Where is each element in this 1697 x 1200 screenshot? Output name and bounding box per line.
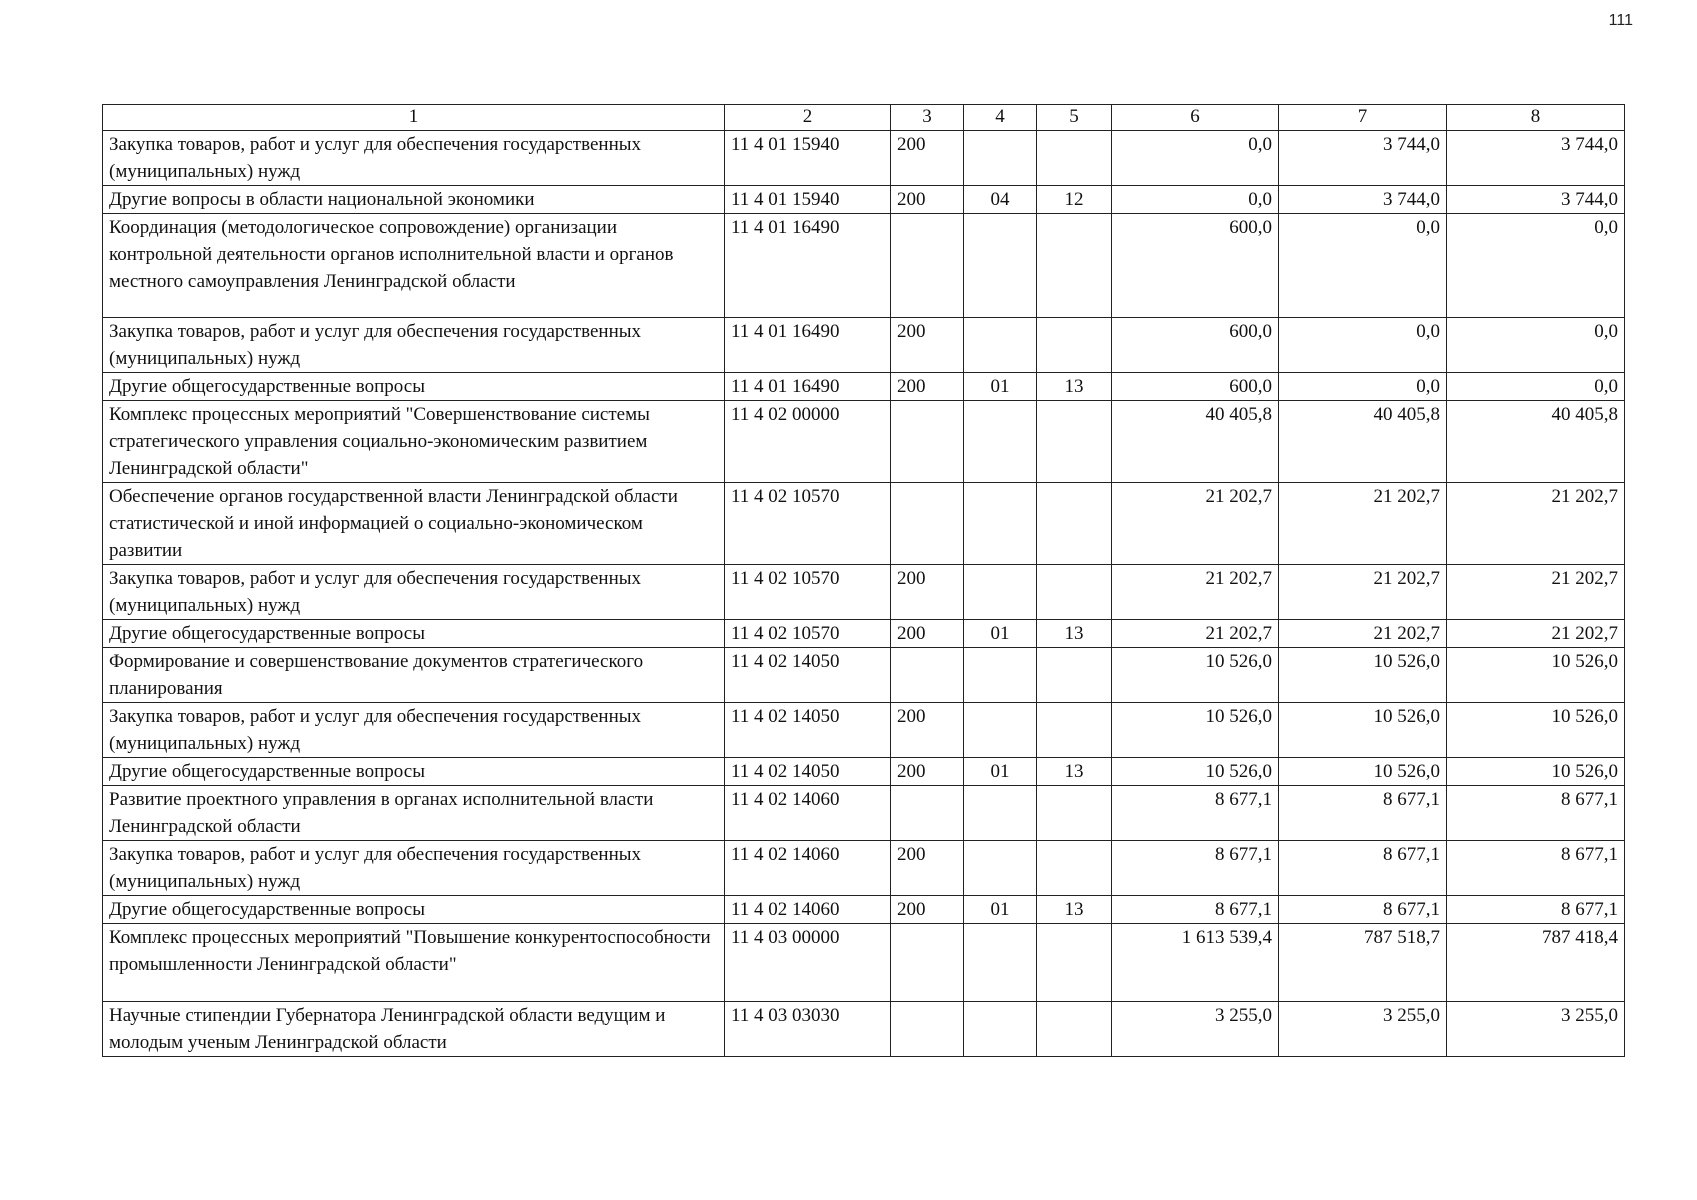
amount-col8-cell: 0,0	[1447, 318, 1625, 373]
amount-col8-cell: 3 744,0	[1447, 131, 1625, 186]
column-header-8: 8	[1447, 105, 1625, 131]
budget-code-cell: 11 4 02 14060	[725, 786, 891, 841]
column-header-2: 2	[725, 105, 891, 131]
amount-col6-cell: 600,0	[1112, 318, 1279, 373]
amount-col8-cell: 40 405,8	[1447, 401, 1625, 483]
column-header-6: 6	[1112, 105, 1279, 131]
column-header-4: 4	[964, 105, 1037, 131]
table-row	[103, 483, 1625, 565]
section-cell	[964, 131, 1037, 186]
amount-col6-cell: 40 405,8	[1112, 401, 1279, 483]
expense-type-cell: 200	[891, 318, 964, 373]
amount-col7-cell: 21 202,7	[1279, 565, 1447, 620]
expense-type-cell: 200	[891, 186, 964, 214]
expense-type-cell: 200	[891, 841, 964, 896]
amount-col6-cell: 0,0	[1112, 131, 1279, 186]
table-row	[103, 620, 1625, 648]
amount-col7-cell: 21 202,7	[1279, 620, 1447, 648]
section-cell	[964, 214, 1037, 318]
budget-code-cell: 11 4 03 00000	[725, 924, 891, 1002]
row-name-cell: Другие общегосударственные вопросы	[103, 758, 725, 786]
expense-type-cell	[891, 924, 964, 1002]
expense-type-cell	[891, 483, 964, 565]
subsection-cell	[1037, 786, 1112, 841]
expense-type-cell: 200	[891, 896, 964, 924]
subsection-cell: 13	[1037, 373, 1112, 401]
subsection-cell	[1037, 648, 1112, 703]
subsection-cell: 13	[1037, 758, 1112, 786]
budget-code-cell: 11 4 02 14050	[725, 703, 891, 758]
budget-code-cell: 11 4 02 10570	[725, 620, 891, 648]
subsection-cell	[1037, 1002, 1112, 1057]
amount-col6-cell: 21 202,7	[1112, 565, 1279, 620]
subsection-cell	[1037, 318, 1112, 373]
table-row	[103, 786, 1625, 841]
amount-col8-cell: 8 677,1	[1447, 786, 1625, 841]
amount-col7-cell: 0,0	[1279, 318, 1447, 373]
amount-col7-cell: 8 677,1	[1279, 841, 1447, 896]
amount-col8-cell: 10 526,0	[1447, 703, 1625, 758]
table-row	[103, 214, 1625, 318]
section-cell: 01	[964, 896, 1037, 924]
budget-code-cell: 11 4 02 14060	[725, 841, 891, 896]
section-cell	[964, 1002, 1037, 1057]
section-cell	[964, 401, 1037, 483]
table-row	[103, 703, 1625, 758]
amount-col6-cell: 21 202,7	[1112, 620, 1279, 648]
amount-col6-cell: 600,0	[1112, 373, 1279, 401]
amount-col8-cell: 0,0	[1447, 373, 1625, 401]
expense-type-cell	[891, 1002, 964, 1057]
section-cell	[964, 703, 1037, 758]
section-cell	[964, 841, 1037, 896]
column-number-header-row	[103, 105, 1625, 131]
section-cell	[964, 318, 1037, 373]
table-row	[103, 648, 1625, 703]
amount-col8-cell: 3 255,0	[1447, 1002, 1625, 1057]
row-name-cell: Координация (методологическое сопровождение) организации контрольной деятельности органов исполнительной власти и органов местного самоуправления Ленинградской области	[103, 214, 725, 318]
budget-code-cell: 11 4 03 03030	[725, 1002, 891, 1057]
subsection-cell	[1037, 214, 1112, 318]
table-row	[103, 318, 1625, 373]
amount-col7-cell: 3 744,0	[1279, 186, 1447, 214]
subsection-cell	[1037, 924, 1112, 1002]
amount-col8-cell: 10 526,0	[1447, 758, 1625, 786]
row-name-cell: Комплекс процессных мероприятий "Повышение конкурентоспособности промышленности Ленинградской области"	[103, 924, 725, 1002]
section-cell	[964, 648, 1037, 703]
amount-col8-cell: 3 744,0	[1447, 186, 1625, 214]
subsection-cell	[1037, 483, 1112, 565]
table-row	[103, 401, 1625, 483]
row-name-cell: Обеспечение органов государственной власти Ленинградской области статистической и иной информацией о социально-экономическом развитии	[103, 483, 725, 565]
table-row	[103, 373, 1625, 401]
amount-col8-cell: 787 418,4	[1447, 924, 1625, 1002]
row-name-cell: Комплекс процессных мероприятий "Совершенствование системы стратегического управления социально-экономическим развитием Ленинградской области"	[103, 401, 725, 483]
expense-type-cell: 200	[891, 620, 964, 648]
expense-type-cell: 200	[891, 131, 964, 186]
amount-col7-cell: 21 202,7	[1279, 483, 1447, 565]
amount-col7-cell: 10 526,0	[1279, 703, 1447, 758]
expense-type-cell: 200	[891, 703, 964, 758]
subsection-cell	[1037, 841, 1112, 896]
column-header-3: 3	[891, 105, 964, 131]
budget-code-cell: 11 4 02 10570	[725, 483, 891, 565]
amount-col6-cell: 8 677,1	[1112, 896, 1279, 924]
amount-col6-cell: 1 613 539,4	[1112, 924, 1279, 1002]
expense-type-cell: 200	[891, 565, 964, 620]
table-row	[103, 758, 1625, 786]
amount-col6-cell: 3 255,0	[1112, 1002, 1279, 1057]
table-row	[103, 1002, 1625, 1057]
expense-type-cell: 200	[891, 373, 964, 401]
table-row	[103, 841, 1625, 896]
section-cell: 01	[964, 758, 1037, 786]
expense-type-cell	[891, 786, 964, 841]
table-row	[103, 924, 1625, 1002]
expense-type-cell: 200	[891, 758, 964, 786]
row-name-cell: Другие общегосударственные вопросы	[103, 373, 725, 401]
subsection-cell: 13	[1037, 620, 1112, 648]
amount-col8-cell: 10 526,0	[1447, 648, 1625, 703]
amount-col6-cell: 8 677,1	[1112, 786, 1279, 841]
expense-type-cell	[891, 214, 964, 318]
budget-code-cell: 11 4 01 15940	[725, 131, 891, 186]
amount-col8-cell: 8 677,1	[1447, 841, 1625, 896]
amount-col7-cell: 0,0	[1279, 373, 1447, 401]
amount-col7-cell: 8 677,1	[1279, 896, 1447, 924]
amount-col8-cell: 0,0	[1447, 214, 1625, 318]
amount-col7-cell: 10 526,0	[1279, 758, 1447, 786]
expense-type-cell	[891, 401, 964, 483]
page-number: 111	[1608, 12, 1633, 29]
table-row	[103, 131, 1625, 186]
section-cell	[964, 565, 1037, 620]
row-name-cell: Другие общегосударственные вопросы	[103, 620, 725, 648]
row-name-cell: Закупка товаров, работ и услуг для обеспечения государственных (муниципальных) нужд	[103, 841, 725, 896]
subsection-cell: 13	[1037, 896, 1112, 924]
section-cell: 01	[964, 373, 1037, 401]
amount-col7-cell: 3 744,0	[1279, 131, 1447, 186]
section-cell	[964, 786, 1037, 841]
subsection-cell: 12	[1037, 186, 1112, 214]
table-row	[103, 565, 1625, 620]
table-body	[103, 105, 1625, 1057]
row-name-cell: Другие вопросы в области национальной экономики	[103, 186, 725, 214]
row-name-cell: Закупка товаров, работ и услуг для обеспечения государственных (муниципальных) нужд	[103, 131, 725, 186]
section-cell	[964, 924, 1037, 1002]
row-name-cell: Научные стипендии Губернатора Ленинградской области ведущим и молодым ученым Ленинградской области	[103, 1002, 725, 1057]
subsection-cell	[1037, 131, 1112, 186]
budget-code-cell: 11 4 02 14050	[725, 758, 891, 786]
row-name-cell: Закупка товаров, работ и услуг для обеспечения государственных (муниципальных) нужд	[103, 565, 725, 620]
subsection-cell	[1037, 401, 1112, 483]
budget-code-cell: 11 4 02 14060	[725, 896, 891, 924]
table-row	[103, 186, 1625, 214]
amount-col6-cell: 0,0	[1112, 186, 1279, 214]
table-row	[103, 896, 1625, 924]
amount-col6-cell: 10 526,0	[1112, 758, 1279, 786]
subsection-cell	[1037, 565, 1112, 620]
row-name-cell: Развитие проектного управления в органах исполнительной власти Ленинградской области	[103, 786, 725, 841]
subsection-cell	[1037, 703, 1112, 758]
amount-col7-cell: 10 526,0	[1279, 648, 1447, 703]
row-name-cell: Закупка товаров, работ и услуг для обеспечения государственных (муниципальных) нужд	[103, 318, 725, 373]
amount-col7-cell: 0,0	[1279, 214, 1447, 318]
section-cell: 04	[964, 186, 1037, 214]
amount-col8-cell: 21 202,7	[1447, 483, 1625, 565]
expense-type-cell	[891, 648, 964, 703]
amount-col6-cell: 10 526,0	[1112, 703, 1279, 758]
amount-col7-cell: 787 518,7	[1279, 924, 1447, 1002]
budget-code-cell: 11 4 01 16490	[725, 373, 891, 401]
row-name-cell: Формирование и совершенствование документов стратегического планирования	[103, 648, 725, 703]
budget-code-cell: 11 4 01 16490	[725, 318, 891, 373]
column-header-7: 7	[1279, 105, 1447, 131]
budget-table	[102, 104, 1625, 1057]
section-cell: 01	[964, 620, 1037, 648]
budget-code-cell: 11 4 01 15940	[725, 186, 891, 214]
budget-code-cell: 11 4 02 00000	[725, 401, 891, 483]
amount-col7-cell: 3 255,0	[1279, 1002, 1447, 1057]
budget-code-cell: 11 4 02 14050	[725, 648, 891, 703]
amount-col8-cell: 21 202,7	[1447, 565, 1625, 620]
amount-col6-cell: 8 677,1	[1112, 841, 1279, 896]
amount-col7-cell: 8 677,1	[1279, 786, 1447, 841]
section-cell	[964, 483, 1037, 565]
column-header-5: 5	[1037, 105, 1112, 131]
amount-col6-cell: 21 202,7	[1112, 483, 1279, 565]
amount-col6-cell: 600,0	[1112, 214, 1279, 318]
amount-col8-cell: 21 202,7	[1447, 620, 1625, 648]
budget-code-cell: 11 4 01 16490	[725, 214, 891, 318]
row-name-cell: Другие общегосударственные вопросы	[103, 896, 725, 924]
row-name-cell: Закупка товаров, работ и услуг для обеспечения государственных (муниципальных) нужд	[103, 703, 725, 758]
amount-col8-cell: 8 677,1	[1447, 896, 1625, 924]
budget-code-cell: 11 4 02 10570	[725, 565, 891, 620]
amount-col6-cell: 10 526,0	[1112, 648, 1279, 703]
amount-col7-cell: 40 405,8	[1279, 401, 1447, 483]
column-header-1: 1	[103, 105, 725, 131]
